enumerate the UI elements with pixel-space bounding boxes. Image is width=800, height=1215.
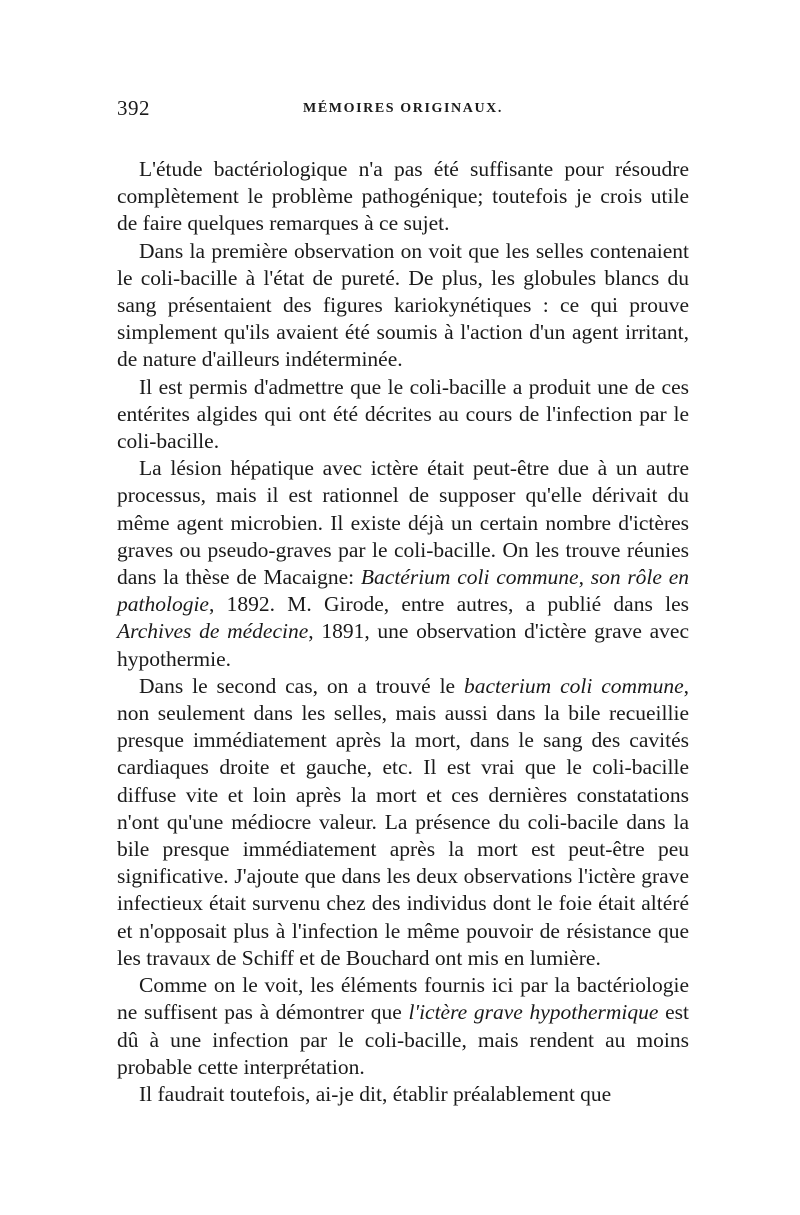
page-header: [117, 96, 689, 126]
text-segment: L'étude bactériologique n'a pas été suffisante pour résoudre complètement le problème pathogénique; toutefois je crois utile de faire quelques remarques à ce sujet.: [117, 157, 689, 236]
text-segment: Il faudrait toutefois, ai-je dit, établir préalablement que: [139, 1081, 612, 1106]
italic-term: l'ictère grave hypothermique: [408, 1000, 659, 1025]
paragraph-3: [117, 374, 689, 456]
body-text: [117, 156, 689, 1108]
italic-species-name: bacterium coli commune: [464, 673, 684, 698]
paragraph-5: [117, 673, 689, 972]
text-segment: Dans le second cas, on a trouvé le: [139, 673, 464, 698]
text-segment: Comme on le voit, les éléments fournis ici par la bactériologie ne suffisent pas à démontrer que: [117, 973, 689, 1025]
text-segment: , 1892. M. Girode, entre autres, a publié dans les: [208, 592, 689, 617]
text-segment: Dans la première observation on voit que les selles contenaient le coli-bacille à l'état de pureté. De plus, les globules blancs du sang présentaient des figures kariokynétiques : ce qui prouve simplement qu'ils avaient été soumis à l'action d'un agent irritant, de nature d'ailleurs indéterminée.: [117, 238, 689, 372]
paragraph-7: [117, 1081, 689, 1108]
paragraph-6: [117, 972, 689, 1081]
text-segment: , 1891, une observation d'ictère grave avec hypothermie.: [117, 619, 689, 671]
italic-citation-title: Bactérium coli commune, son rôle en pathologie: [117, 565, 689, 617]
text-segment: La lésion hépatique avec ictère était peut-être due à un autre processus, mais il est rationnel de supposer qu'elle dérivait du même agent microbien. Il existe déjà un certain nombre d'ictères graves ou pseudo-graves par le coli-bacille. On les trouve réunies dans la thèse de Macaigne:: [117, 456, 689, 590]
running-title: MÉMOIRES ORIGINAUX.: [303, 101, 503, 116]
page-number: 392: [117, 96, 150, 120]
paragraph-2: [117, 238, 689, 374]
paragraph-4: [117, 455, 689, 673]
italic-journal-title: Archives de médecine: [117, 619, 309, 644]
text-segment: Il est permis d'admettre que le coli-bacille a produit une de ces entérites algides qui ont été décrites au cours de l'infection par le coli-bacille.: [117, 374, 689, 454]
paragraph-1: [117, 156, 689, 238]
text-segment: est dû à une infection par le coli-bacille, mais rendent au moins probable cette interprétation.: [117, 1000, 689, 1079]
text-segment: , non seulement dans les selles, mais aussi dans la bile recueillie presque immédiatement après la mort, dans le sang des cavités cardiaques droite et gauche, etc. Il est vrai que le coli-bacille diffuse vite et loin après la mort et ces dernières constatations n'ont qu'une médiocre valeur. La présence du coli-bacile dans la bile presque immédiatement après la mort est peut-être peu significative. J'ajoute que dans les deux observations l'ictère grave infectieux était survenu chez des individus dont le foie était altéré et n'opposait plus à l'infection le même pouvoir de résistance que les travaux de Schiff et de Bouchard ont mis en lumière.: [117, 673, 689, 970]
